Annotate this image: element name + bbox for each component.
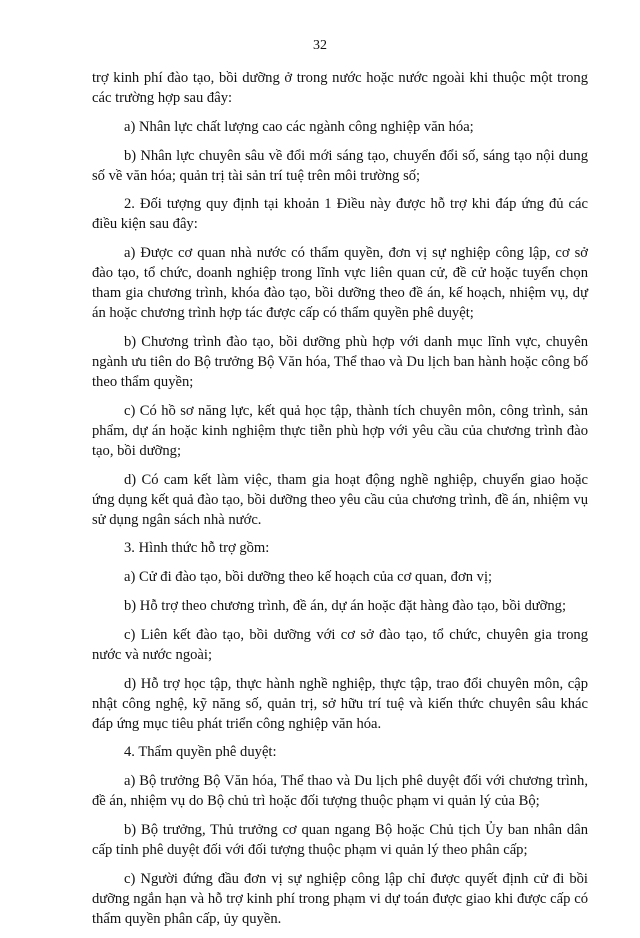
paragraph: 4. Thẩm quyền phê duyệt: [124, 744, 277, 761]
paragraph: b) Chương trình đào tạo, bồi dưỡng phù hợp với danh mục lĩnh vực, chuyên ngành ưu tiên do Bộ trưởng Bộ Văn hóa, Thể thao và Du lịch ban hành hoặc công bố theo thẩm quyền; [92, 333, 588, 390]
paragraph: 3. Hình thức hỗ trợ gồm: [124, 540, 270, 557]
paragraph: a) Được cơ quan nhà nước có thẩm quyền, đơn vị sự nghiệp công lập, cơ sở đào tạo, tổ chức, doanh nghiệp trong lĩnh vực liên quan cử, đề cử hoặc tuyển chọn tham gia chương trình, khóa đào tạo, bồi dưỡng theo đề án, kế hoạch, nhiệm vụ, dự án hoặc chương trình hợp tác được cấp có thẩm quyền phê duyệt; [92, 245, 588, 322]
paragraph: a) Bộ trưởng Bộ Văn hóa, Thể thao và Du lịch phê duyệt đối với chương trình, đề án, nhiệm vụ do Bộ chủ trì hoặc đối tượng thuộc phạm vi quản lý của Bộ; [92, 773, 588, 810]
paragraph: 2. Đối tượng quy định tại khoản 1 Điều này được hỗ trợ khi đáp ứng đủ các điều kiện sau đây: [92, 196, 588, 233]
paragraph: b) Bộ trưởng, Thủ trưởng cơ quan ngang Bộ hoặc Chủ tịch Ủy ban nhân dân cấp tỉnh phê duyệt đối với đối tượng thuộc phạm vi quản lý theo phân cấp; [92, 821, 588, 858]
page-number: 32 [313, 38, 327, 53]
paragraph: c) Liên kết đào tạo, bồi dưỡng với cơ sở đào tạo, tổ chức, chuyên gia trong nước và nước ngoài; [92, 626, 588, 663]
paragraph: trợ kinh phí đào tạo, bồi dưỡng ở trong nước hoặc nước ngoài khi thuộc một trong các trường hợp sau đây: [92, 70, 588, 106]
paragraph: d) Hỗ trợ học tập, thực hành nghề nghiệp, thực tập, trao đổi chuyên môn, cập nhật công nghệ, kỹ năng số, quản trị, sở hữu trí tuệ và kiến thức chuyên sâu khác đáp ứng mục tiêu phát triển công nghiệp văn hóa. [92, 675, 588, 732]
paragraph: c) Người đứng đầu đơn vị sự nghiệp công lập chỉ được quyết định cử đi bồi dưỡng ngắn hạn và hỗ trợ kinh phí trong phạm vi dự toán được giao khi được cấp có thẩm quyền phân cấp, ủy quyền. [92, 870, 588, 927]
paragraph: b) Nhân lực chuyên sâu về đổi mới sáng tạo, chuyển đổi số, sáng tạo nội dung số về văn hóa; quản trị tài sản trí tuệ trên môi trường số; [92, 147, 588, 184]
paragraph: a) Cử đi đào tạo, bồi dưỡng theo kế hoạch của cơ quan, đơn vị; [124, 569, 493, 586]
paragraph: c) Có hồ sơ năng lực, kết quả học tập, thành tích chuyên môn, công trình, sản phẩm, dự án hoặc kinh nghiệm thực tiễn phù hợp với yêu cầu của chương trình đào tạo, bồi dưỡng; [92, 402, 588, 459]
paragraph: a) Nhân lực chất lượng cao các ngành công nghiệp văn hóa; [124, 118, 474, 135]
document-body [92, 68, 588, 938]
paragraph: d) Có cam kết làm việc, tham gia hoạt động nghề nghiệp, chuyển giao hoặc ứng dụng kết quả đào tạo, bồi dưỡng theo yêu cầu của chương trình, đề án, nhiệm vụ sử dụng ngân sách nhà nước. [92, 471, 588, 528]
paragraph: b) Hỗ trợ theo chương trình, đề án, dự án hoặc đặt hàng đào tạo, bồi dưỡng; [124, 597, 567, 614]
